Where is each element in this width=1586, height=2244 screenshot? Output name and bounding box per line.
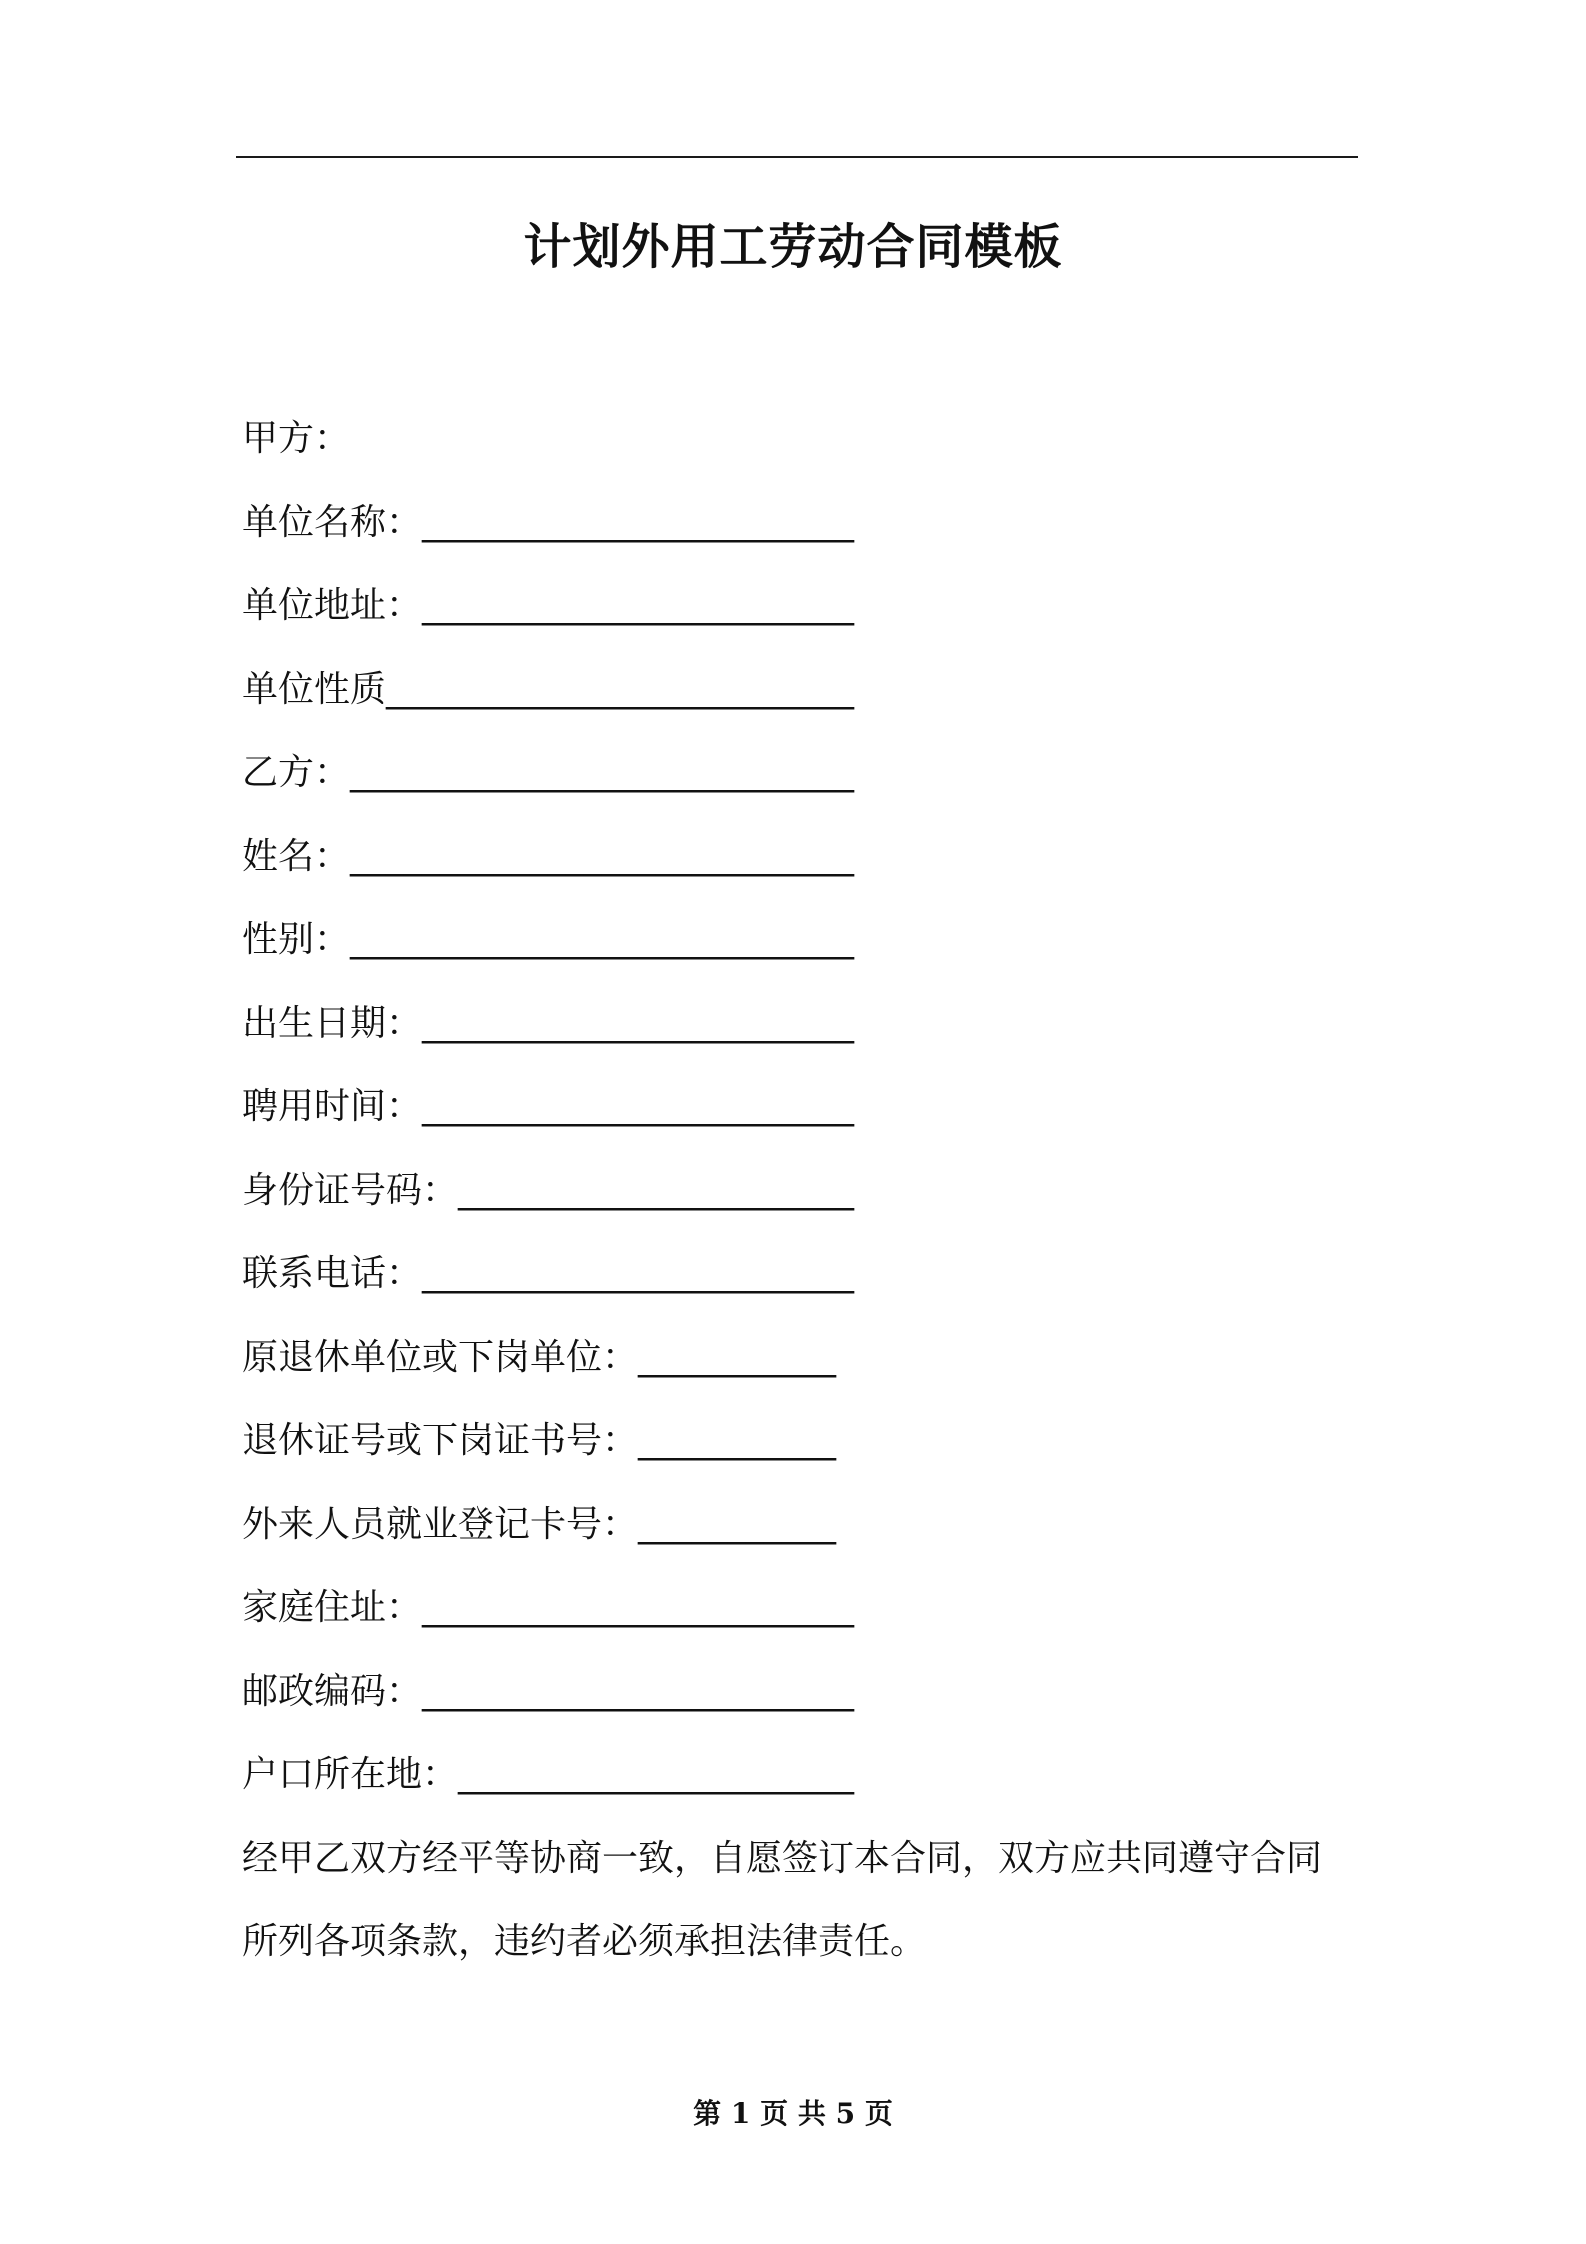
field-unit-name: 单位名称：________________________ (242, 502, 855, 543)
field-party-a: 甲方： (242, 418, 351, 459)
page-footer: 第 1 页 共 5 页 (693, 2097, 893, 2130)
field-unit-nature: 单位性质__________________________ (242, 669, 855, 710)
field-former-unit: 原退休单位或下岗单位：___________ (242, 1337, 837, 1378)
field-id-number: 身份证号码：______________________ (242, 1170, 855, 1211)
field-certificate-number: 退休证号或下岗证书号：___________ (242, 1420, 837, 1461)
field-party-b: 乙方：____________________________ (242, 752, 855, 793)
field-home-address: 家庭住址：________________________ (242, 1587, 855, 1628)
field-registration-card: 外来人员就业登记卡号：___________ (242, 1504, 837, 1545)
field-postal-code: 邮政编码：________________________ (242, 1671, 855, 1712)
field-household-registration: 户口所在地：______________________ (242, 1754, 855, 1795)
agreement-paragraph-line-1: 经甲乙双方经平等协商一致，自愿签订本合同，双方应共同遵守合同 (242, 1838, 1323, 1879)
field-unit-address: 单位地址：________________________ (242, 585, 855, 626)
field-employment-time: 聘用时间：________________________ (242, 1086, 855, 1127)
document-title: 计划外用工劳动合同模板 (523, 219, 1063, 275)
field-birth-date: 出生日期：________________________ (242, 1003, 855, 1044)
header-rule (236, 156, 1358, 158)
field-gender: 性别：____________________________ (242, 919, 855, 960)
field-phone: 联系电话：________________________ (242, 1253, 855, 1294)
field-name: 姓名：____________________________ (242, 836, 855, 877)
agreement-paragraph-line-2: 所列各项条款，违约者必须承担法律责任。 (242, 1921, 927, 1962)
